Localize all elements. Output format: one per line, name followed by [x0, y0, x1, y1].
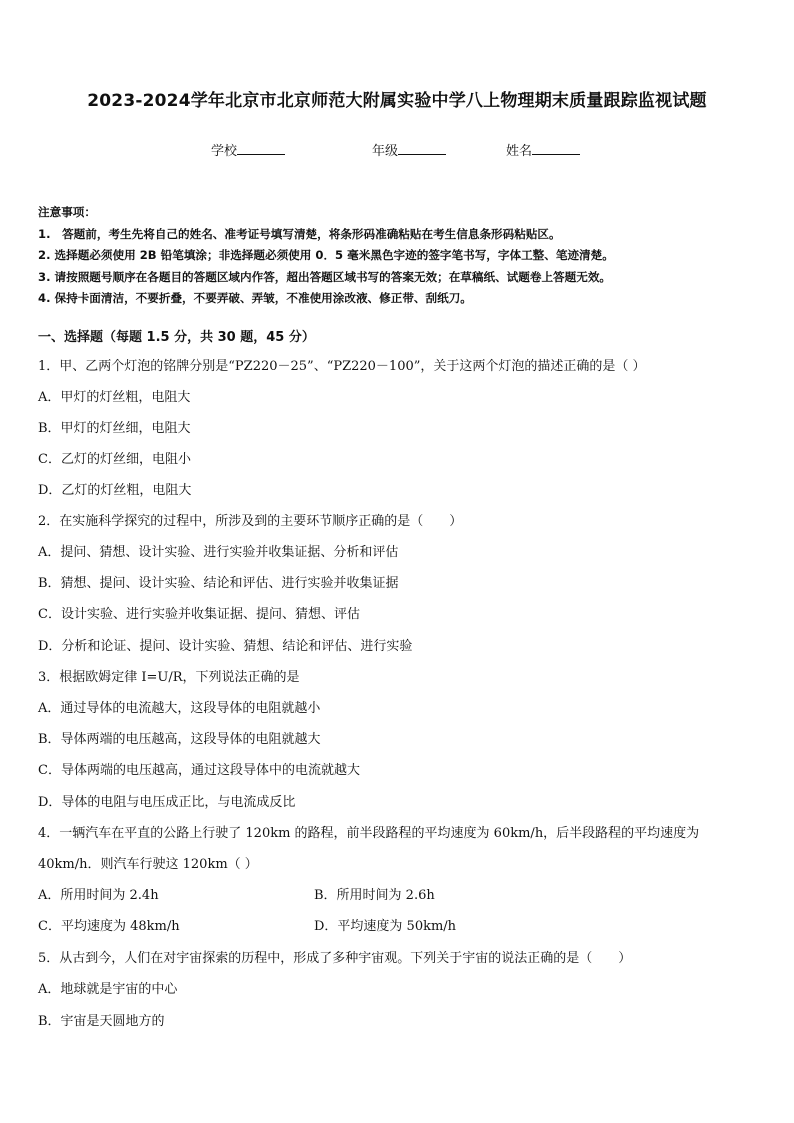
answer-option[interactable]: A．提问、猜想、设计实验、进行实验并收集证据、分析和评估 [38, 545, 399, 560]
school-label: 学校 [211, 144, 238, 159]
answer-option[interactable]: D．分析和论证、提问、设计实验、猜想、结论和评估、进行实验 [38, 639, 413, 654]
answer-option[interactable]: D．乙灯的灯丝粗，电阻大 [38, 483, 192, 498]
note-item: 4. 保持卡面清洁，不要折叠，不要弄破、弄皱，不准使用涂改液、修正带、刮纸刀。 [38, 291, 472, 305]
answer-option[interactable]: A．通过导体的电流越大，这段导体的电阻就越小 [38, 701, 321, 716]
answer-option[interactable]: B．宇宙是天圆地方的 [38, 1014, 165, 1029]
school-blank[interactable] [237, 142, 285, 155]
answer-option[interactable]: C．导体两端的电压越高，通过这段导体中的电流就越大 [38, 763, 360, 778]
name-label: 姓名 [506, 144, 533, 159]
answer-option[interactable]: C．平均速度为 48km/h [38, 919, 180, 934]
answer-option[interactable]: A．所用时间为 2.4h [38, 888, 159, 903]
name-field[interactable] [506, 140, 580, 159]
answer-option[interactable]: B．猜想、提问、设计实验、结论和评估、进行实验并收集证据 [38, 576, 399, 591]
answer-option[interactable]: B．甲灯的灯丝细，电阻大 [38, 421, 191, 436]
document-title: 2023-2024学年北京市北京师范大附属实验中学八上物理期末质量跟踪监视试题 [87, 91, 707, 111]
answer-option[interactable]: C．设计实验、进行实验并收集证据、提问、猜想、评估 [38, 607, 360, 622]
question-stem: 5．从古到今，人们在对宇宙探索的历程中，形成了多种宇宙观。下列关于宇宙的说法正确的是（ ） [38, 951, 632, 966]
section-heading: 一、选择题（每题 1.5 分，共 30 题，45 分） [38, 330, 315, 345]
answer-option[interactable]: A．甲灯的灯丝粗，电阻大 [38, 390, 191, 405]
notes-heading: 注意事项： [38, 205, 96, 219]
note-item: 1. 答题前，考生先将自己的姓名、准考证号填写清楚，将条形码准确粘贴在考生信息条形码粘贴区。 [38, 226, 561, 241]
grade-blank[interactable] [398, 142, 446, 155]
school-field[interactable] [211, 140, 285, 159]
name-blank[interactable] [532, 142, 580, 155]
note-item: 3. 请按照题号顺序在各题目的答题区域内作答，超出答题区域书写的答案无效；在草稿纸、试题卷上答题无效。 [38, 269, 612, 284]
answer-option[interactable]: C．乙灯的灯丝细，电阻小 [38, 452, 191, 467]
answer-option[interactable]: D．导体的电阻与电压成正比，与电流成反比 [38, 795, 296, 810]
question-stem: 3．根据欧姆定律 I=U/R，下列说法正确的是 [38, 670, 300, 685]
answer-option[interactable]: B．所用时间为 2.6h [314, 888, 435, 903]
answer-option[interactable]: B．导体两端的电压越高，这段导体的电阻就越大 [38, 732, 321, 747]
answer-option[interactable]: D．平均速度为 50km/h [314, 919, 457, 934]
question-stem: 1．甲、乙两个灯泡的铭牌分别是“PZ220－25”、“PZ220－100”，关于这两个灯泡的描述正确的是（ ） [38, 359, 646, 374]
answer-option[interactable]: A．地球就是宇宙的中心 [38, 982, 178, 997]
grade-field[interactable] [372, 140, 446, 159]
question-stem: 2．在实施科学探究的过程中，所涉及到的主要环节顺序正确的是（ ） [38, 514, 463, 529]
grade-label: 年级 [372, 144, 399, 159]
note-item: 2. 选择题必须使用 2B 铅笔填涂；非选择题必须使用 0．5 毫米黑色字迹的签字笔书写，字体工整、笔迹清楚。 [38, 248, 614, 262]
question-stem-continued: 40km/h．则汽车行驶这 120km（ ） [38, 857, 258, 872]
question-stem: 4．一辆汽车在平直的公路上行驶了 120km 的路程，前半段路程的平均速度为 60km/h，后半段路程的平均速度为 [38, 826, 700, 841]
exam-notes [38, 202, 768, 310]
